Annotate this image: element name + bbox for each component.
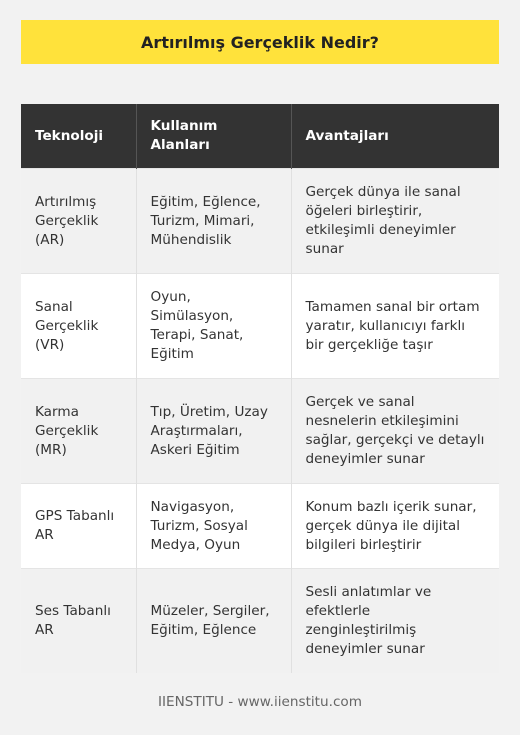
- cell-technology: Artırılmış Gerçeklik (AR): [21, 169, 136, 274]
- table-row: [21, 169, 499, 274]
- table-header-row: [21, 104, 499, 169]
- cell-technology: GPS Tabanlı AR: [21, 484, 136, 569]
- cell-advantages: Sesli anlatımlar ve efektlerle zenginleştirilmiş deneyimler sunar: [291, 569, 499, 674]
- cell-usage-areas: Eğitim, Eğlence, Turizm, Mimari, Mühendislik: [136, 169, 291, 274]
- cell-advantages: Tamamen sanal bir ortam yaratır, kullanıcıyı farklı bir gerçekliğe taşır: [291, 274, 499, 379]
- column-header-usage-areas: Kullanım Alanları: [136, 104, 291, 169]
- table-row: [21, 569, 499, 674]
- table-row: [21, 484, 499, 569]
- cell-usage-areas: Navigasyon, Turizm, Sosyal Medya, Oyun: [136, 484, 291, 569]
- page-title: Artırılmış Gerçeklik Nedir?: [141, 32, 379, 52]
- cell-advantages: Gerçek dünya ile sanal öğeleri birleştirir, etkileşimli deneyimler sunar: [291, 169, 499, 274]
- title-banner: [21, 20, 499, 64]
- cell-technology: Sanal Gerçeklik (VR): [21, 274, 136, 379]
- column-header-technology: Teknoloji: [21, 104, 136, 169]
- footer-credit: IIENSTITU - www.iienstitu.com: [158, 694, 362, 710]
- table-row: [21, 379, 499, 484]
- column-header-advantages: Avantajları: [291, 104, 499, 169]
- cell-usage-areas: Müzeler, Sergiler, Eğitim, Eğlence: [136, 569, 291, 674]
- cell-usage-areas: Tıp, Üretim, Uzay Araştırmaları, Askeri Eğitim: [136, 379, 291, 484]
- cell-usage-areas: Oyun, Simülasyon, Terapi, Sanat, Eğitim: [136, 274, 291, 379]
- table-row: [21, 274, 499, 379]
- cell-technology: Ses Tabanlı AR: [21, 569, 136, 674]
- cell-advantages: Konum bazlı içerik sunar, gerçek dünya ile dijital bilgileri birleştirir: [291, 484, 499, 569]
- cell-advantages: Gerçek ve sanal nesnelerin etkileşimini sağlar, gerçekçi ve detaylı deneyimler sunar: [291, 379, 499, 484]
- cell-technology: Karma Gerçeklik (MR): [21, 379, 136, 484]
- comparison-table: [21, 104, 499, 673]
